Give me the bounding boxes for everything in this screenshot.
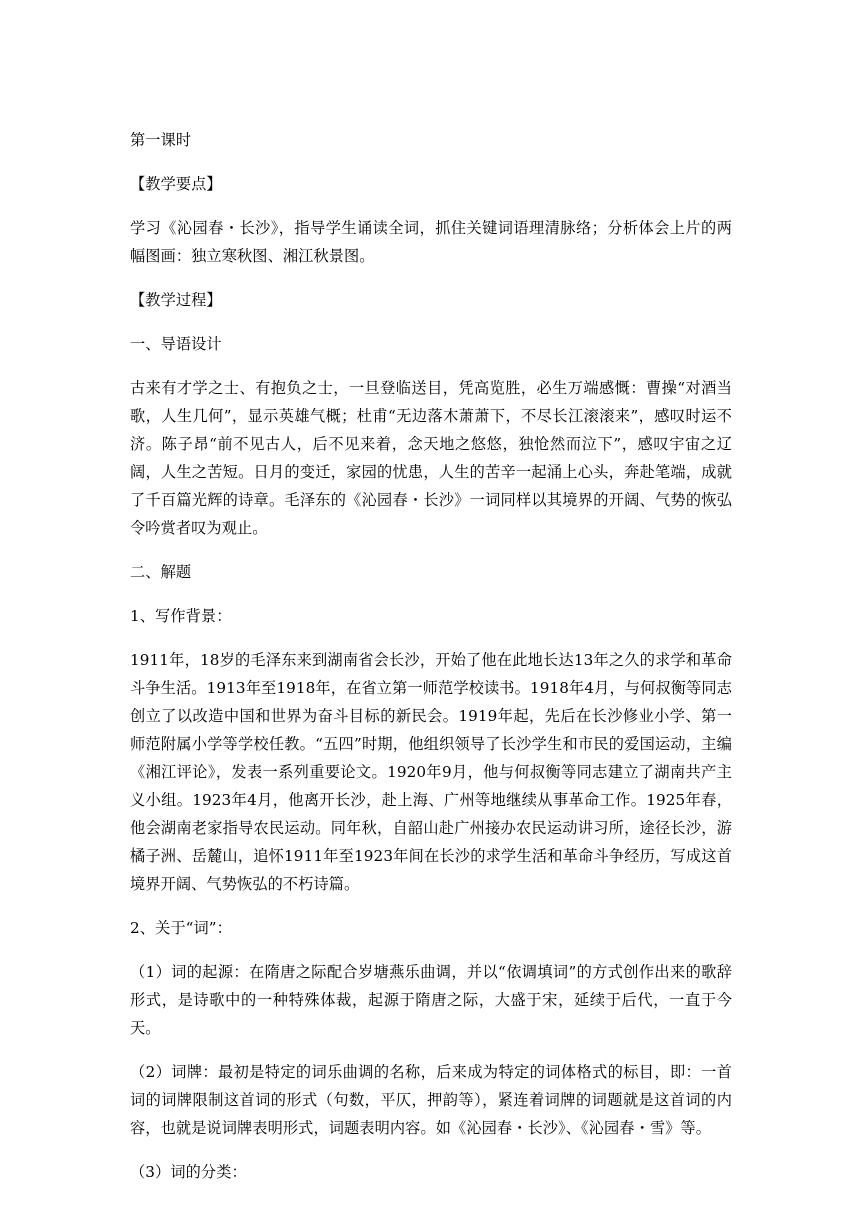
section-title-analysis-heading: 二、解题 xyxy=(130,563,192,581)
lesson-title: 第一课时 xyxy=(130,131,192,149)
teaching-points-text: 学习《沁园春・长沙》，指导学生诵读全词，抓住关键词语理清脉络；分析体会上片的两幅图画：独立寒秋图、湘江秋景图。 xyxy=(130,219,732,265)
background-text: 1911年，18岁的毛泽东来到湖南省会长沙，开始了他在此地长达13年之久的求学和革命斗争生活。1913年至1918年，在省立第一师范学校读书。1918年4月，与何叔衡等同志创立了以改造中国和世界为奋斗目标的新民会。1919年起，先后在长沙修业小学、第一师范附属小学等学校任教。“五四”时期，他组织领导了长沙学生和市民的爱国运动，主编《湘江评论》，发表一系列重要论文。1920年9月，他与何叔衡等同志建立了湖南共产主义小组。1923年4月，他离开长沙，赴上海、广州等地继续从事革命工作。1925年春，他会湖南老家指导农民运动。同年秋，自韶山赴广州接办农民运动讲习所，途径长沙，游橘子洲、岳麓山，追怀1911年至1923年间在长沙的求学生活和革命斗争经历，写成这首境界开阔、气势恢弘的不朽诗篇。 xyxy=(130,651,732,893)
teaching-points-heading: 【教学要点】 xyxy=(130,175,222,193)
ci-classification-heading: （3）词的分类： xyxy=(130,1163,247,1181)
document-body xyxy=(130,126,732,1202)
section-intro-heading: 一、导语设计 xyxy=(130,335,222,353)
teaching-process-heading: 【教学过程】 xyxy=(130,291,222,309)
about-ci-heading: 2、关于“词”： xyxy=(130,919,232,937)
section-intro-text: 古来有才学之士、有抱负之士，一旦登临送目，凭高览胜，必生万端感慨：曹操“对酒当歌，人生几何”，显示英雄气概；杜甫“无边落木萧萧下，不尽长江滚滚来”，感叹时运不济。陈子昂“前不见古人，后不见来着，念天地之悠悠，独怆然而泣下”，感叹宇宙之辽阔，人生之苦短。日月的变迁，家园的忧患，人生的苦辛一起涌上心头，奔赴笔端，成就了千百篇光辉的诗章。毛泽东的《沁园春・长沙》一词同样以其境界的开阔、气势的恢弘令吟赏者叹为观止。 xyxy=(130,379,732,537)
ci-tune-text: （2）词牌：最初是特定的词乐曲调的名称，后来成为特定的词体格式的标目，即：一首词的词牌限制这首词的形式（句数，平仄，押韵等），紧连着词牌的词题就是这首词的内容，也就是说词牌表明形式，词题表明内容。如《沁园春・长沙》、《沁园春・雪》等。 xyxy=(130,1063,732,1137)
background-heading: 1、写作背景： xyxy=(130,607,232,625)
ci-origin-text: （1）词的起源：在隋唐之际配合岁塘燕乐曲调，并以“依调填词”的方式创作出来的歌辞形式，是诗歌中的一种特殊体裁，起源于隋唐之际，大盛于宋，延续于后代，一直于今天。 xyxy=(130,963,732,1037)
